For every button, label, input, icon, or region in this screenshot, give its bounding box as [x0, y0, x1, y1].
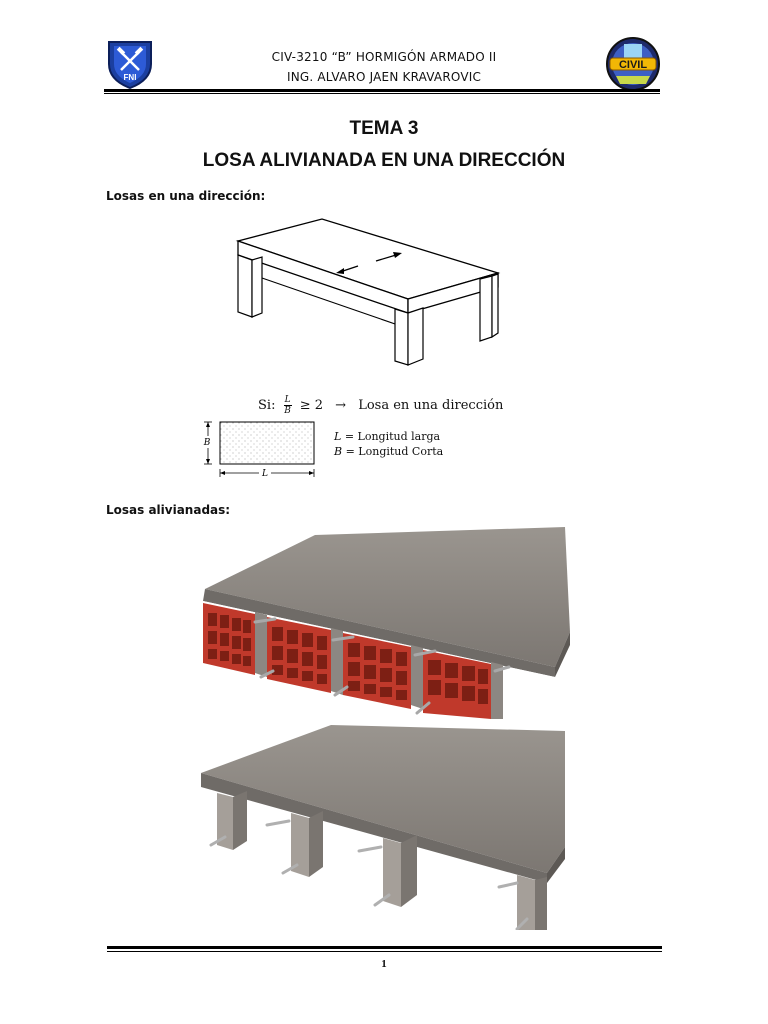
- civil-badge-logo: [604, 36, 662, 92]
- legend-long-length: [334, 430, 440, 443]
- legend-symbol-l: L: [334, 430, 342, 443]
- joist-slab-illustration: [199, 725, 571, 930]
- header-rule-thick: [104, 89, 660, 92]
- formula-relation: ≥ 2: [299, 398, 324, 413]
- slab-dimension-diagram: [196, 416, 326, 482]
- civil-logo-text: CIVIL: [618, 59, 648, 71]
- legend-text-b: = Longitud Corta: [345, 445, 444, 458]
- section-heading-one-way: Losas en una dirección:: [106, 189, 266, 203]
- section-heading-lightened-slabs: Losas alivianadas:: [106, 503, 231, 517]
- instructor-name: ING. ALVARO JAEN KRAVAROVIC: [286, 70, 482, 84]
- course-title: CIV-3210 “B” HORMIGÓN ARMADO II: [271, 50, 497, 64]
- fraction-denominator: B: [284, 406, 291, 416]
- page-number: 1: [381, 958, 387, 970]
- ratio-fraction: [284, 395, 292, 416]
- arrow-icon: →: [335, 398, 347, 413]
- hollow-brick-slab-illustration: [195, 527, 575, 719]
- legend-symbol-b: B: [334, 445, 343, 458]
- b-dimension-label: B: [203, 438, 211, 448]
- fraction-numerator: L: [284, 395, 291, 405]
- footer-rule-thin: [107, 951, 662, 952]
- l-dimension-label: L: [262, 469, 268, 479]
- one-way-condition-formula: [258, 395, 503, 416]
- header-rule-thin: [104, 93, 660, 94]
- footer-rule-thick: [107, 946, 662, 949]
- formula-result: Losa en una dirección: [358, 398, 504, 413]
- formula-prefix: Si:: [258, 398, 276, 413]
- legend-text-l: = Longitud larga: [344, 430, 441, 443]
- brick-block-1: [203, 603, 255, 675]
- topic-title: LOSA ALIVIANADA EN UNA DIRECCIÓN: [202, 150, 566, 171]
- one-way-slab-drawing: [230, 215, 510, 370]
- fni-logo-text: FNI: [123, 73, 137, 82]
- topic-number: TEMA 3: [349, 118, 419, 139]
- legend-short-length: [334, 445, 443, 458]
